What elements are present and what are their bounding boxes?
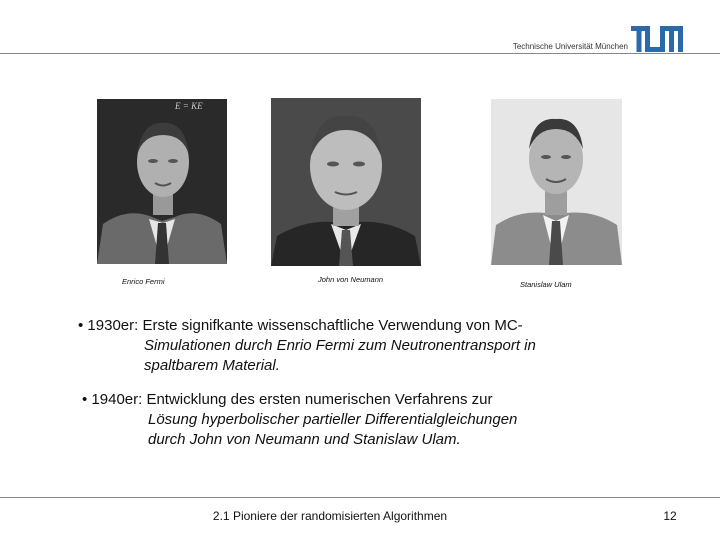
photo-stanislaw-ulam	[491, 99, 622, 265]
footer-divider	[0, 497, 720, 498]
photo-john-von-neumann	[271, 98, 421, 266]
bullet-1940s-line-2: Lösung hyperbolischer partieller Differentialgleichungen	[148, 411, 518, 428]
photo-enrico-fermi	[97, 99, 227, 264]
caption-john-von-neumann: John von Neumann	[318, 275, 384, 284]
bullet-1940s	[82, 390, 517, 450]
bullet-1930s	[78, 316, 536, 376]
page-number: 12	[663, 509, 677, 523]
university-name: Technische Universität München	[512, 42, 628, 51]
footer-title: 2.1 Pioniere der randomisierten Algorithmen	[212, 509, 448, 523]
caption-stanislaw-ulam: Stanislaw Ulam	[520, 280, 572, 289]
bullet-1930s-line-3: spaltbarem Material.	[144, 357, 280, 374]
bullet-1930s-line-2: Simulationen durch Enrio Fermi zum Neutronentransport in	[144, 337, 536, 354]
bullet-1930s-line-1: • 1930er: Erste signifkante wissenschaftliche Verwendung von MC-	[78, 317, 523, 334]
bullet-1940s-line-3: durch John von Neumann und Stanislaw Ulam.	[148, 431, 461, 448]
tum-logo	[631, 26, 683, 52]
blackboard-text: E = KE	[175, 101, 203, 111]
caption-enrico-fermi: Enrico Fermi	[122, 277, 165, 286]
header-divider	[0, 53, 720, 54]
bullet-1940s-line-1: • 1940er: Entwicklung des ersten numerischen Verfahrens zur	[82, 391, 493, 408]
